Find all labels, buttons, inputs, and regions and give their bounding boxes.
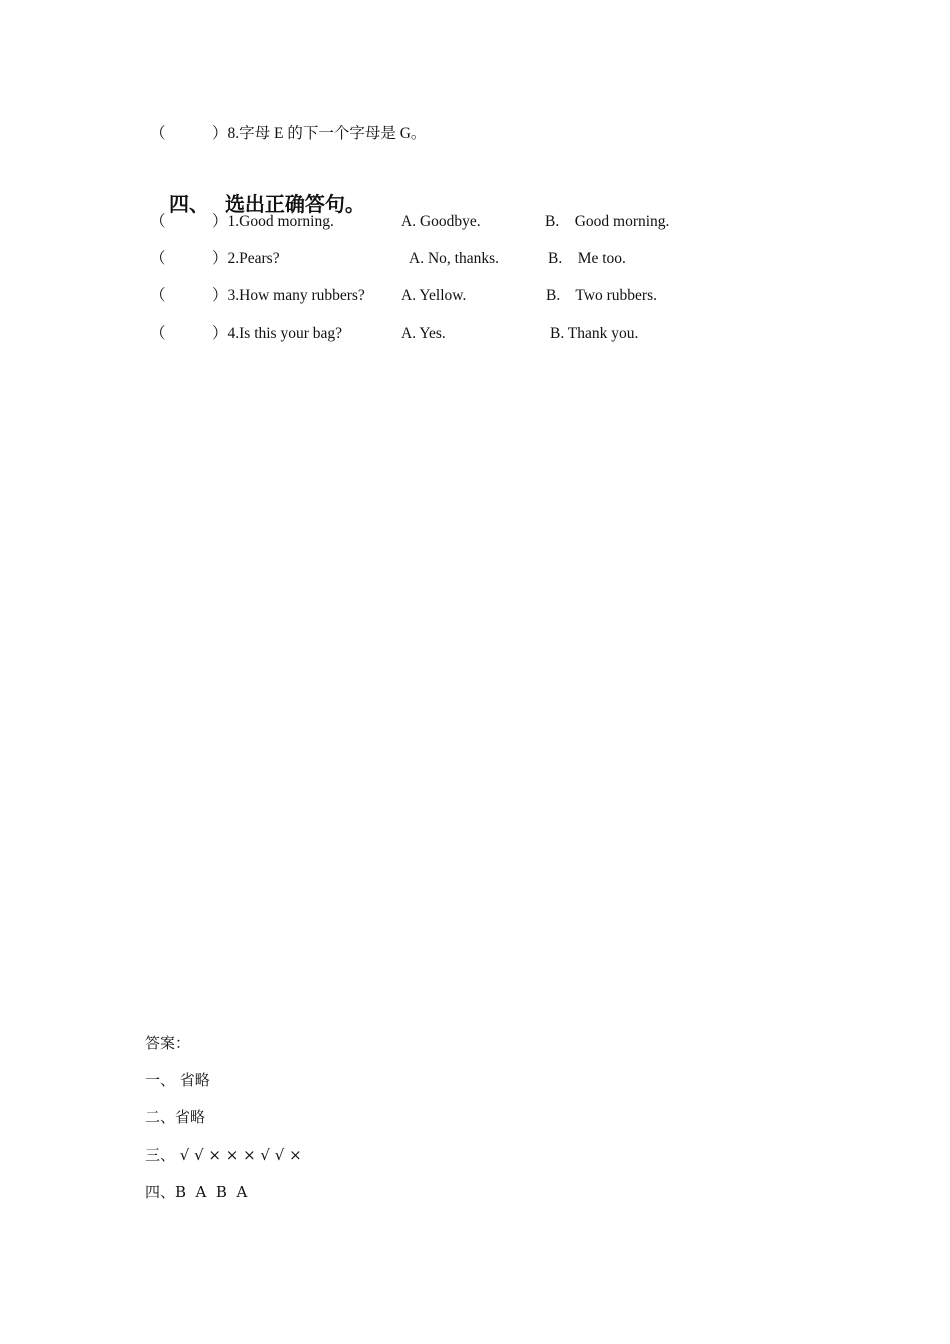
section-title: 选出正确答句。	[224, 192, 365, 216]
item-3-option-a: A. Yellow.	[401, 287, 467, 304]
answer-line-3: 三、 √ √ × × × √ √ ×	[145, 1146, 302, 1164]
item-2-question: ）2.Pears?	[212, 250, 280, 267]
q8-open-paren: （	[150, 125, 166, 142]
answer-line-4: 四、B A B A	[145, 1183, 248, 1201]
answer-line-2: 二、省略	[145, 1108, 206, 1126]
answer-line-1: 一、 省略	[145, 1071, 210, 1089]
section-number: 四、	[168, 192, 209, 216]
item-1-option-b: B. Good morning.	[545, 213, 670, 230]
item-4-question: ）4.Is this your bag?	[212, 325, 343, 342]
item-1-open-paren: （	[150, 213, 166, 230]
item-2-option-b: B. Me too.	[548, 250, 626, 267]
item-2-option-a: A. No, thanks.	[409, 250, 499, 267]
item-1-question: ）1.Good morning.	[212, 213, 334, 230]
item-4-option-a: A. Yes.	[401, 325, 446, 342]
q8-text: ）8.字母 E 的下一个字母是 G。	[212, 125, 427, 142]
item-3-open-paren: （	[150, 287, 166, 304]
item-4-option-b: B. Thank you.	[550, 325, 639, 342]
item-2-open-paren: （	[150, 250, 166, 267]
item-1-option-a: A. Goodbye.	[401, 213, 481, 230]
answers-label: 答案：	[145, 1034, 191, 1052]
item-4-open-paren: （	[150, 325, 166, 342]
section-heading	[155, 164, 365, 217]
item-3-option-b: B. Two rubbers.	[546, 287, 657, 304]
item-3-question: ）3.How many rubbers?	[212, 287, 365, 304]
